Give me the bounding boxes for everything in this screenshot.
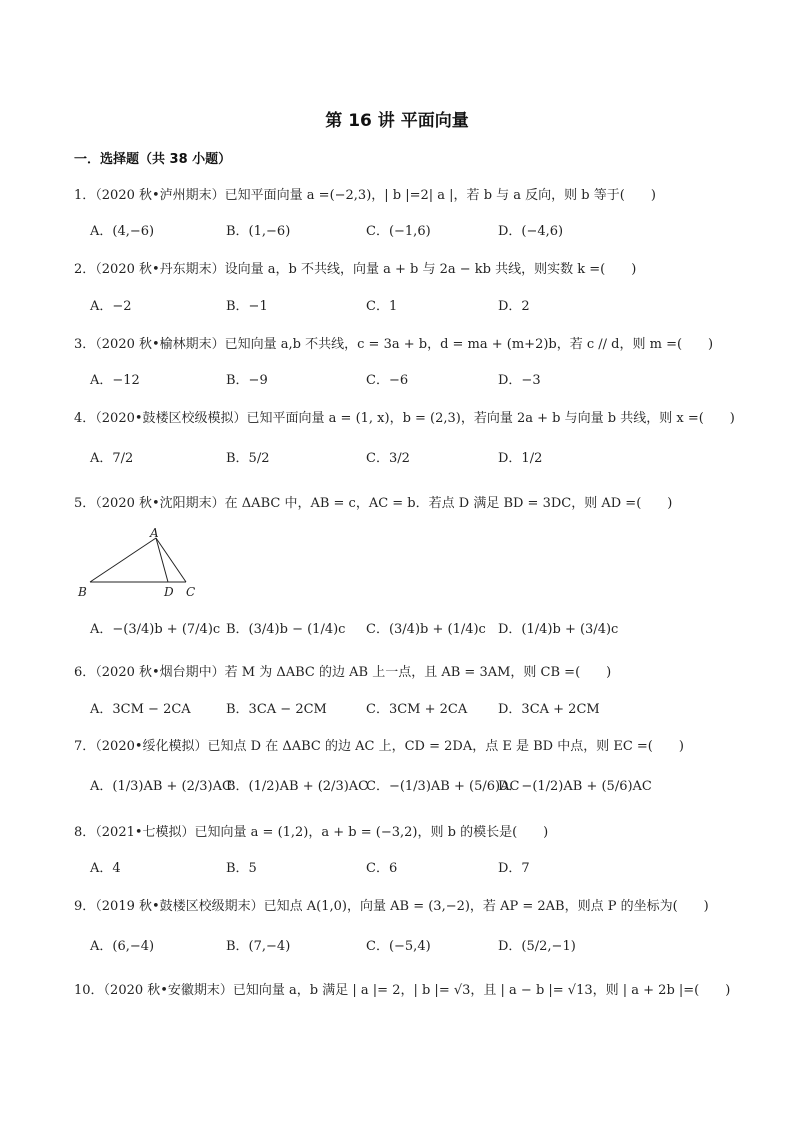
option-c: C．−6	[366, 373, 409, 388]
question-9: 9．（2019 秋•鼓楼区校级期末）已知点 A(1,0)，向量 AB = (3,−2)，若 AP = 2AB，则点 P 的坐标为( )	[74, 899, 709, 914]
option-d: D．1/2	[498, 451, 543, 466]
question-10: 10．（2020 秋•安徽期末）已知向量 a，b 满足 | a |= 2，| b |= √3，且 | a − b |= √13，则 | a + 2b |=( )	[74, 983, 731, 998]
option-d: D．−3	[498, 373, 541, 388]
option-a: A．−(3/4)b + (7/4)c	[90, 622, 221, 637]
label-a: A	[150, 528, 159, 540]
edge-ba	[90, 538, 156, 582]
question-3: 3．（2020 秋•榆林期末）已知向量 a,b 不共线，c = 3a + b，d = ma + (m+2)b，若 c // d，则 m =( )	[74, 337, 714, 352]
page-title: 第 16 讲 平面向量	[325, 111, 469, 131]
option-d: D．(1/4)b + (3/4)c	[498, 622, 619, 637]
option-c: C．3/2	[366, 451, 410, 466]
question-1: 1．（2020 秋•泸州期末）已知平面向量 a =(−2,3)，| b |=2| a |，若 b 与 a 反向，则 b 等于( )	[74, 188, 656, 203]
question-8: 8．（2021•七模拟）已知向量 a = (1,2)，a + b = (−3,2)，则 b 的模长是( )	[74, 825, 549, 840]
options-9	[90, 935, 710, 955]
edge-ac	[156, 538, 186, 582]
options-7	[90, 775, 710, 795]
triangle-figure	[74, 528, 214, 600]
question-7: 7．（2020•绥化模拟）已知点 D 在 ΔABC 的边 AC 上，CD = 2DA，点 E 是 BD 中点，则 EC =( )	[74, 739, 684, 754]
option-c: C．(−1,6)	[366, 224, 431, 239]
option-c: C．(−5,4)	[366, 939, 431, 954]
label-b: B	[78, 585, 87, 599]
option-c: C．3CM + 2CA	[366, 702, 468, 717]
option-a: A．7/2	[90, 451, 134, 466]
section-heading: 一．选择题（共 38 小题）	[74, 152, 232, 167]
option-c: C．(3/4)b + (1/4)c	[366, 622, 486, 637]
option-b: B．−9	[226, 373, 268, 388]
option-b: B．3CA − 2CM	[226, 702, 327, 717]
option-a: A．−2	[90, 299, 132, 314]
option-a: A．−12	[90, 373, 140, 388]
option-b: B．−1	[226, 299, 268, 314]
options-5	[90, 618, 710, 638]
option-d: D．2	[498, 299, 530, 314]
options-6	[90, 698, 710, 718]
option-b: B．5/2	[226, 451, 270, 466]
option-b: B．(7,−4)	[226, 939, 291, 954]
option-a: A．3CM − 2CA	[90, 702, 191, 717]
option-d: D．(5/2,−1)	[498, 939, 576, 954]
question-4: 4．（2020•鼓楼区校级模拟）已知平面向量 a = (1, x)，b = (2,3)，若向量 2a + b 与向量 b 共线，则 x =( )	[74, 411, 735, 426]
option-a: A．4	[90, 861, 121, 876]
option-b: B．(3/4)b − (1/4)c	[226, 622, 346, 637]
options-4	[90, 447, 710, 467]
option-b: B．(1,−6)	[226, 224, 291, 239]
option-a: A．(4,−6)	[90, 224, 155, 239]
options-3	[90, 369, 710, 389]
option-a: A．(6,−4)	[90, 939, 155, 954]
option-c: C．−(1/3)AB + (5/6)AC	[366, 779, 520, 794]
question-5: 5．（2020 秋•沈阳期末）在 ΔABC 中，AB = c，AC = b．若点 D 满足 BD = 3DC，则 AD =( )	[74, 496, 673, 511]
label-d: D	[164, 585, 174, 599]
option-d: D．(−4,6)	[498, 224, 564, 239]
edge-ad	[156, 538, 168, 582]
question-6: 6．（2020 秋•烟台期中）若 M 为 ΔABC 的边 AB 上一点，且 AB = 3AM，则 CB =( )	[74, 665, 612, 680]
option-c: C．1	[366, 299, 398, 314]
option-d: D．7	[498, 861, 530, 876]
option-d: D．−(1/2)AB + (5/6)AC	[498, 779, 652, 794]
option-c: C．6	[366, 861, 398, 876]
option-b: B．5	[226, 861, 257, 876]
question-2: 2．（2020 秋•丹东期末）设向量 a，b 不共线，向量 a + b 与 2a − kb 共线，则实数 k =( )	[74, 262, 637, 277]
label-c: C	[186, 585, 196, 599]
option-d: D．3CA + 2CM	[498, 702, 600, 717]
options-8	[90, 857, 710, 877]
option-a: A．(1/3)AB + (2/3)AC	[90, 779, 232, 794]
option-b: B．(1/2)AB + (2/3)AC	[226, 779, 369, 794]
options-1	[90, 220, 710, 240]
options-2	[90, 295, 710, 315]
